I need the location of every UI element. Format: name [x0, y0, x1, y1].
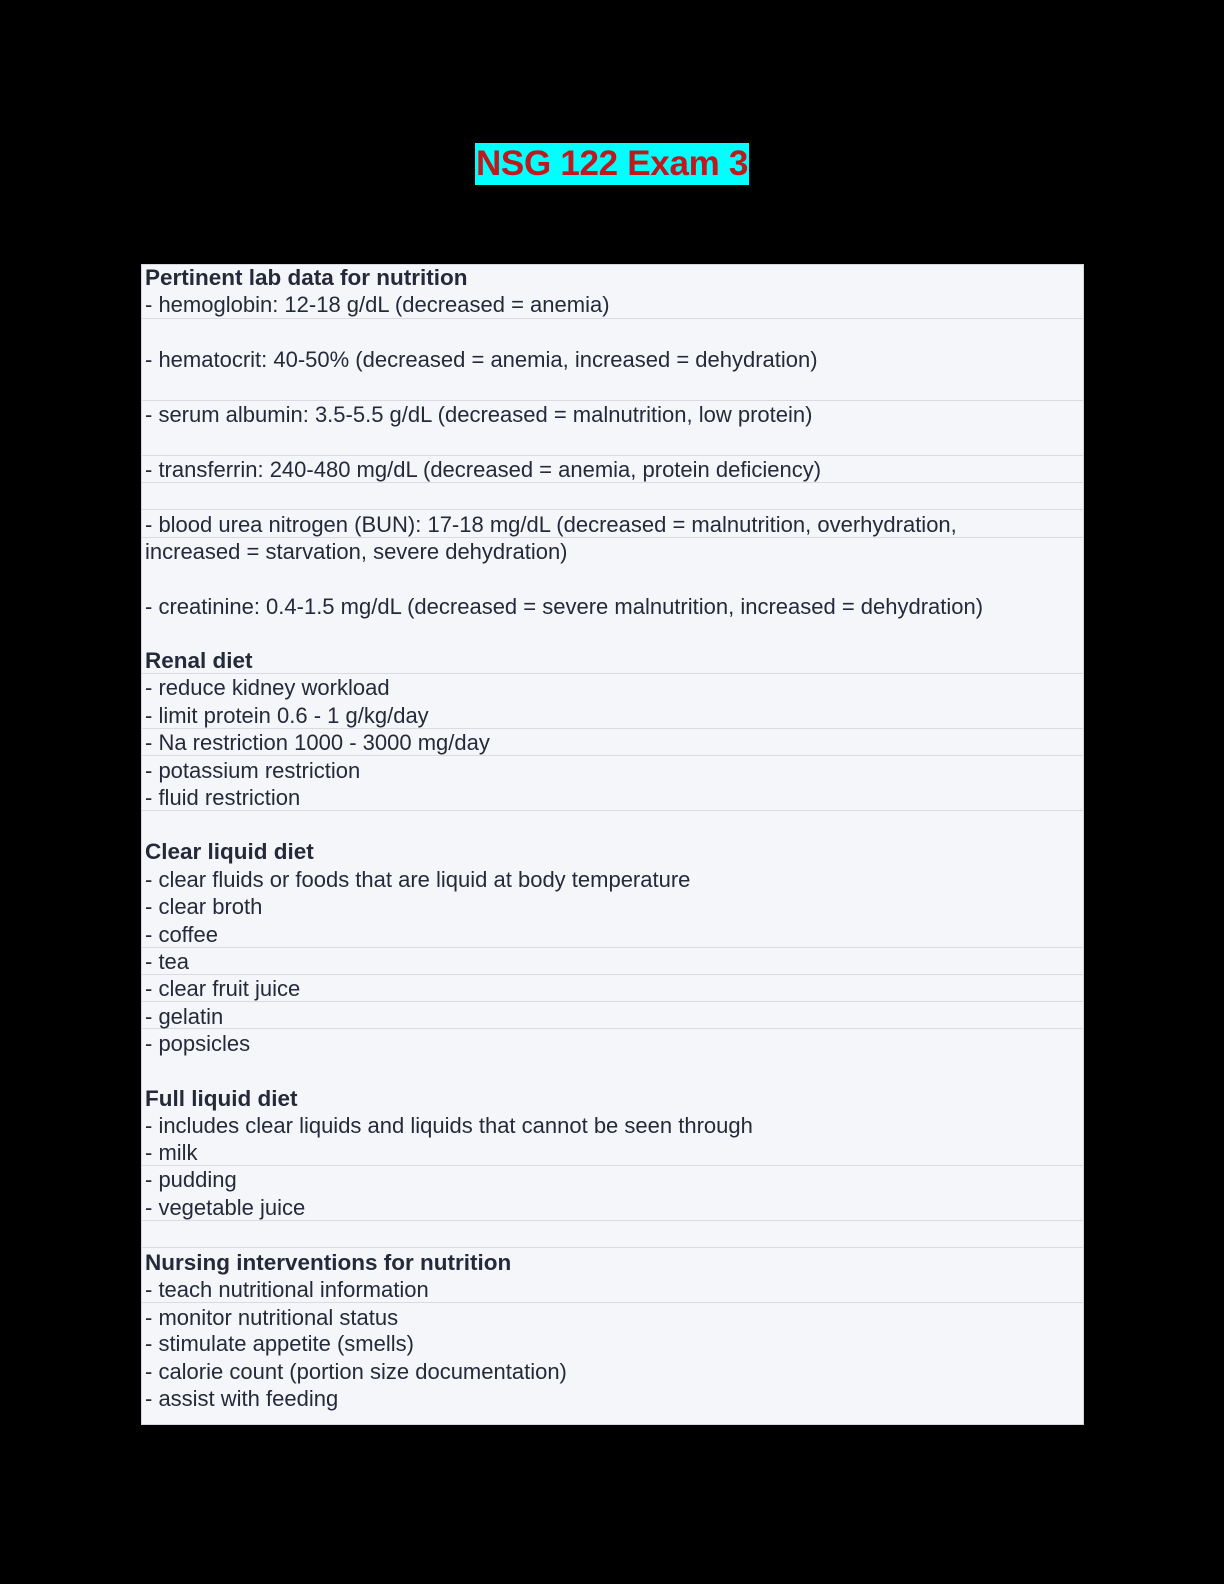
list-item: - tea: [145, 949, 190, 974]
list-item: - teach nutritional information: [145, 1277, 429, 1302]
row-divider: [142, 400, 1083, 401]
list-item: - creatinine: 0.4-1.5 mg/dL (decreased = severe malnutrition, increased = dehydration): [145, 594, 984, 619]
section-heading-nursing-interventions: Nursing interventions for nutrition: [145, 1250, 512, 1275]
section-heading-lab-data: Pertinent lab data for nutrition: [145, 265, 468, 290]
notes-panel: [141, 264, 1084, 1425]
list-item: - calorie count (portion size documentation): [145, 1359, 567, 1384]
list-item: - gelatin: [145, 1004, 224, 1029]
list-item: - potassium restriction: [145, 758, 361, 783]
list-item: - vegetable juice: [145, 1195, 306, 1220]
list-item: - popsicles: [145, 1031, 251, 1056]
row-divider: [142, 509, 1083, 510]
list-item: - assist with feeding: [145, 1386, 339, 1411]
list-item: - transferrin: 240-480 mg/dL (decreased = anemia, protein deficiency): [145, 457, 822, 482]
list-item: - limit protein 0.6 - 1 g/kg/day: [145, 703, 429, 728]
title-wrap: [0, 143, 1224, 185]
list-item: - fluid restriction: [145, 785, 301, 810]
list-item: - includes clear liquids and liquids that cannot be seen through: [145, 1113, 753, 1138]
list-item: - milk: [145, 1140, 198, 1165]
list-item: - clear fluids or foods that are liquid at body temperature: [145, 867, 691, 892]
list-item: - serum albumin: 3.5-5.5 g/dL (decreased = malnutrition, low protein): [145, 402, 813, 427]
row-divider: [142, 455, 1083, 456]
list-item: increased = starvation, severe dehydration): [145, 539, 568, 564]
list-item: - stimulate appetite (smells): [145, 1331, 414, 1356]
section-heading-full-liquid-diet: Full liquid diet: [145, 1086, 298, 1111]
list-item: - clear broth: [145, 894, 263, 919]
list-item: - blood urea nitrogen (BUN): 17-18 mg/dL (decreased = malnutrition, overhydration,: [145, 512, 957, 537]
list-item: - pudding: [145, 1167, 237, 1192]
list-item: - monitor nutritional status: [145, 1305, 399, 1330]
row-divider: [142, 318, 1083, 319]
section-heading-clear-liquid-diet: Clear liquid diet: [145, 839, 314, 864]
list-item: - Na restriction 1000 - 3000 mg/day: [145, 730, 490, 755]
row-divider: [142, 1247, 1083, 1248]
list-item: - clear fruit juice: [145, 976, 301, 1001]
list-item: - coffee: [145, 922, 218, 947]
page-title: NSG 122 Exam 3: [475, 144, 749, 183]
list-item: - hematocrit: 40-50% (decreased = anemia, increased = dehydration): [145, 347, 818, 372]
section-heading-renal-diet: Renal diet: [145, 648, 253, 673]
list-item: - reduce kidney workload: [145, 675, 390, 700]
list-item: - hemoglobin: 12-18 g/dL (decreased = anemia): [145, 292, 610, 317]
